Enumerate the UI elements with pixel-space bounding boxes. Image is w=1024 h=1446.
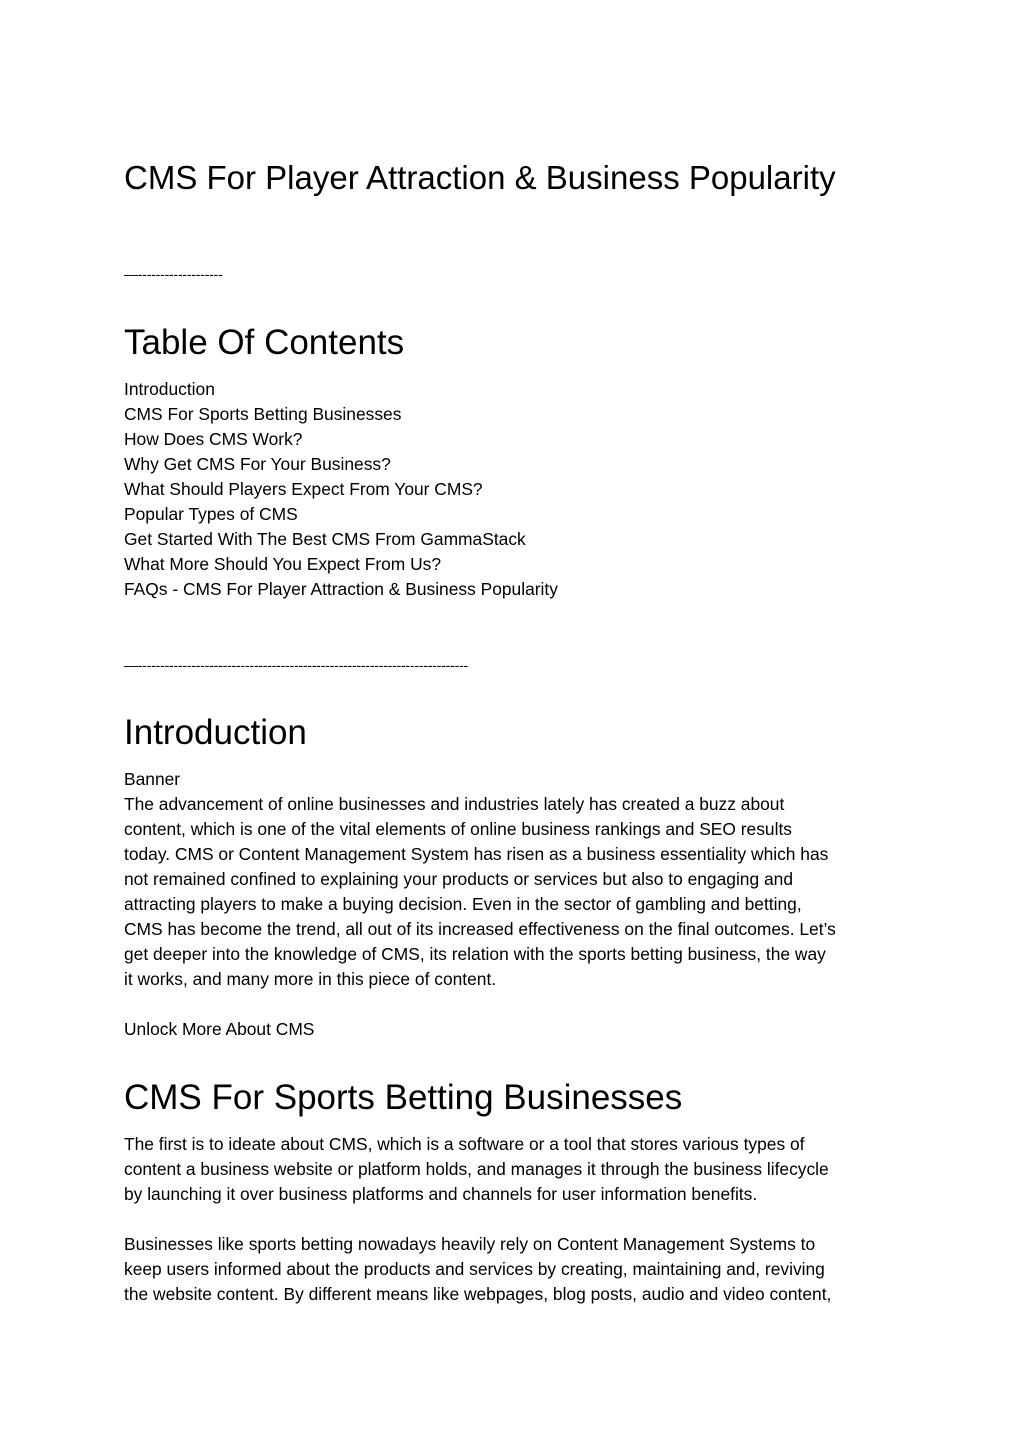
toc-item-get-started[interactable]: Get Started With The Best CMS From GammaStack: [124, 529, 526, 549]
document-title: CMS For Player Attraction & Business Popularity: [124, 159, 836, 196]
intro-line: attracting players to make a buying decision. Even in the sector of gambling and betting,: [124, 894, 802, 914]
short-divider: —-------------------: [124, 266, 223, 282]
toc-heading: Table Of Contents: [124, 323, 405, 362]
intro-line: get deeper into the knowledge of CMS, its relation with the sports betting business, the way: [124, 944, 826, 964]
toc-item-player-expectations[interactable]: What Should Players Expect From Your CMS?: [124, 479, 483, 499]
toc-item-popular-types[interactable]: Popular Types of CMS: [124, 504, 298, 524]
paragraph-line: The first is to ideate about CMS, which is a software or a tool that stores various types of: [124, 1134, 805, 1154]
paragraph-line: by launching it over business platforms and channels for user information benefits.: [124, 1184, 758, 1204]
intro-line: CMS has become the trend, all out of its increased effectiveness on the final outcomes. Let’s: [124, 919, 836, 939]
paragraph-line: the website content. By different means like webpages, blog posts, audio and video content,: [124, 1284, 832, 1304]
table-of-contents: [124, 377, 558, 602]
toc-item-introduction[interactable]: Introduction: [124, 379, 215, 399]
sports-betting-paragraph-1: [124, 1132, 829, 1207]
toc-item-sports-betting[interactable]: CMS For Sports Betting Businesses: [124, 404, 402, 424]
paragraph-line: content a business website or platform holds, and manages it through the business lifecycle: [124, 1159, 829, 1179]
toc-item-faqs[interactable]: FAQs - CMS For Player Attraction & Business Popularity: [124, 579, 558, 599]
paragraph-line: keep users informed about the products and services by creating, maintaining and, reviving: [124, 1259, 825, 1279]
toc-item-what-more[interactable]: What More Should You Expect From Us?: [124, 554, 442, 574]
intro-line: today. CMS or Content Management System has risen as a business essentiality which has: [124, 844, 829, 864]
paragraph-line: Businesses like sports betting nowadays heavily rely on Content Management Systems to: [124, 1234, 816, 1254]
introduction-heading: Introduction: [124, 713, 307, 752]
intro-paragraph: [124, 792, 836, 992]
intro-line: it works, and many more in this piece of content.: [124, 969, 497, 989]
long-divider: —--------------------------------------------------------------------------: [124, 657, 468, 673]
sports-betting-paragraph-2: [124, 1232, 831, 1307]
toc-item-how-cms-works[interactable]: How Does CMS Work?: [124, 429, 303, 449]
intro-line: not remained confined to explaining your products or services but also to engaging and: [124, 869, 793, 889]
toc-item-why-get-cms[interactable]: Why Get CMS For Your Business?: [124, 454, 391, 474]
banner-label: Banner: [124, 769, 181, 789]
unlock-more-link[interactable]: Unlock More About CMS: [124, 1019, 315, 1039]
intro-line: content, which is one of the vital elements of online business rankings and SEO results: [124, 819, 792, 839]
sports-betting-heading: CMS For Sports Betting Businesses: [124, 1078, 683, 1117]
intro-line: The advancement of online businesses and industries lately has created a buzz about: [124, 794, 785, 814]
